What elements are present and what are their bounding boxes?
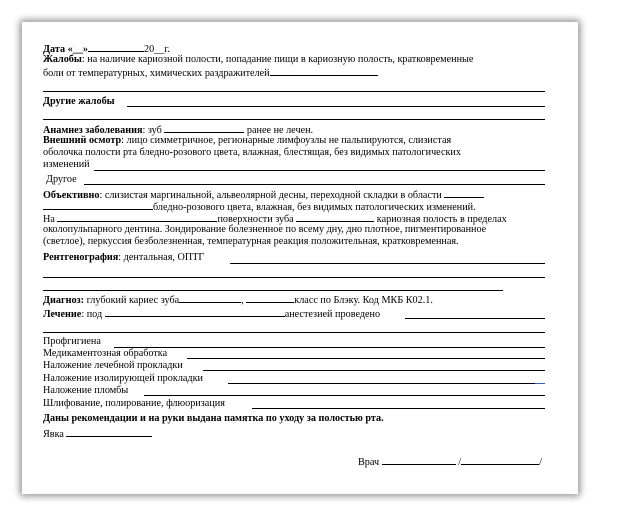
date-year: 20__г. [143,44,170,55]
procedure-hygiene [43,336,101,348]
treatment-text-1: : под [81,309,103,320]
doctor-name-blank[interactable] [461,455,539,465]
appearance-blank[interactable] [66,427,152,437]
procedure-therapeutic-liner [43,360,183,372]
diagnosis-label: Диагноз: [43,295,85,306]
other-complaints-label: Другие жалобы [43,96,115,107]
external-exam-label: Внешний осмотр [43,135,122,146]
complaints-line-1 [43,54,473,66]
diagnosis-line: Диагноз: глубокий кариес зуба , класс по Блэку. Код МКБ К02.1. [43,295,433,306]
external-exam-line-3 [43,159,90,171]
anamnesis-text-1: : зуб [142,125,162,136]
complaints-extra-line[interactable] [43,91,545,92]
procedure-blank[interactable] [114,347,545,348]
xray-text: : дентальная, ОПТГ [118,252,205,263]
date-day: «__» [67,44,88,55]
external-exam-text-2: оболочка полости рта бледно-розового цвета, влажная, блестящая, без видимых патологических [43,147,461,158]
doctor-separator-end: / [539,457,542,468]
doctor-signature-blank[interactable] [382,455,456,465]
objective-text-4: околопульпарного дентина. Зондирование болезненное по всему дну, дно плотное, пигментированное [43,224,487,235]
complaints-text-1: : на наличие кариозной полости, попадание пищи в кариозную полость, кратковременные [81,54,474,65]
anamnesis-text-2: ранее не лечен. [246,125,314,136]
doctor-label: Врач [358,457,380,468]
external-exam-blank[interactable] [94,170,545,171]
procedure-filling [43,385,128,397]
objective-text-3b: поверхности зуба [217,214,294,225]
external-exam-other-line [46,174,77,186]
procedure-blank[interactable] [187,358,545,359]
objective-text-2: бледно-розового цвета, влажная, без видимых патологических изменений. [153,202,476,213]
procedure-blank[interactable] [203,370,545,371]
appearance-line [43,427,152,441]
procedure-blank[interactable] [252,408,545,409]
date-label: Дата [43,44,66,55]
procedure-medication [43,348,167,360]
objective-text-3c: кариозная полость в пределах [376,214,507,225]
treatment-done-blank[interactable] [405,318,545,319]
doctor-separator: / [458,457,462,468]
objective-area-blank[interactable] [444,188,484,198]
diagnosis-tooth-blank[interactable] [179,293,241,303]
complaints-text-2: боли от температурных, химических раздражителей [43,68,270,79]
complaints-blank[interactable] [270,66,378,76]
treatment-extra-line[interactable] [43,332,545,333]
objective-text-1: : слизистая маргинальной, альвеолярной десны, переходной складки в области [99,190,442,201]
objective-surface-blank[interactable] [57,212,217,222]
objective-text-3a: На [43,214,55,225]
recommendations-line [43,413,384,425]
xray-extra-line-1[interactable] [43,277,545,278]
doctor-line [358,455,542,469]
procedure-label: Наложение пломбы [43,385,129,396]
treatment-anesthesia-blank[interactable] [105,307,285,317]
procedure-label: Наложение изолирующей прокладки [43,373,204,384]
objective-line-4 [43,224,486,236]
treatment-text-2: анестезией проведено [284,309,381,320]
objective-tooth-blank[interactable] [296,212,374,222]
treatment-label: Лечение [43,309,82,320]
other-complaints-line [43,96,115,108]
anamnesis-label: Анамнез заболевания [43,125,143,136]
treatment-line [43,307,380,321]
complaints-line-2 [43,66,378,80]
procedure-label: Шлифование, полирование, флюоризация [43,398,225,409]
procedure-blank[interactable] [144,395,545,396]
date-month-blank[interactable] [88,42,144,52]
objective-label: Объективно [43,190,100,201]
recommendations-text: Даны рекомендации и на руки выдана памятка по уходу за полостью рта. [43,413,384,424]
appearance-label: Явка [43,429,64,440]
procedure-label: Медикаментозная обработка [43,348,168,359]
diagnosis-text-2: класс по Блэку. Код МКБ К02.1. [294,295,433,306]
external-exam-line-2 [43,147,461,159]
external-exam-line-1 [43,135,451,147]
complaints-label: Жалобы [43,54,82,65]
procedure-label: Профгигиена [43,336,101,347]
external-exam-text-1: : лицо симметричное, регионарные лимфоузлы не пальпируются, слизистая [121,135,452,146]
xray-line [43,252,204,264]
external-exam-other-blank[interactable] [84,184,545,185]
other-complaints-extra-line[interactable] [43,119,545,120]
procedure-label: Наложение лечебной прокладки [43,360,183,371]
objective-area-blank-2[interactable] [43,200,153,210]
external-exam-other-label: Другое [46,174,77,185]
objective-text-5: (светлое), перкуссия безболезненная, температурная реакция положительная, кратковременная. [43,236,459,247]
xray-blank[interactable] [230,263,545,264]
cursor-mark [535,383,545,384]
objective-line-5 [43,236,459,248]
xray-extra-line-2[interactable] [43,290,503,291]
external-exam-text-3: изменений [43,159,90,170]
diagnosis-class-blank[interactable] [246,293,294,303]
procedure-polishing [43,398,225,410]
other-complaints-blank[interactable] [127,106,545,107]
diagnosis-text-1: глубокий кариес зуба [86,295,180,306]
procedure-blank[interactable] [228,383,535,384]
procedure-insulating-liner [43,373,203,385]
anamnesis-tooth-blank[interactable] [164,123,244,133]
xray-label: Рентгенография [43,252,119,263]
